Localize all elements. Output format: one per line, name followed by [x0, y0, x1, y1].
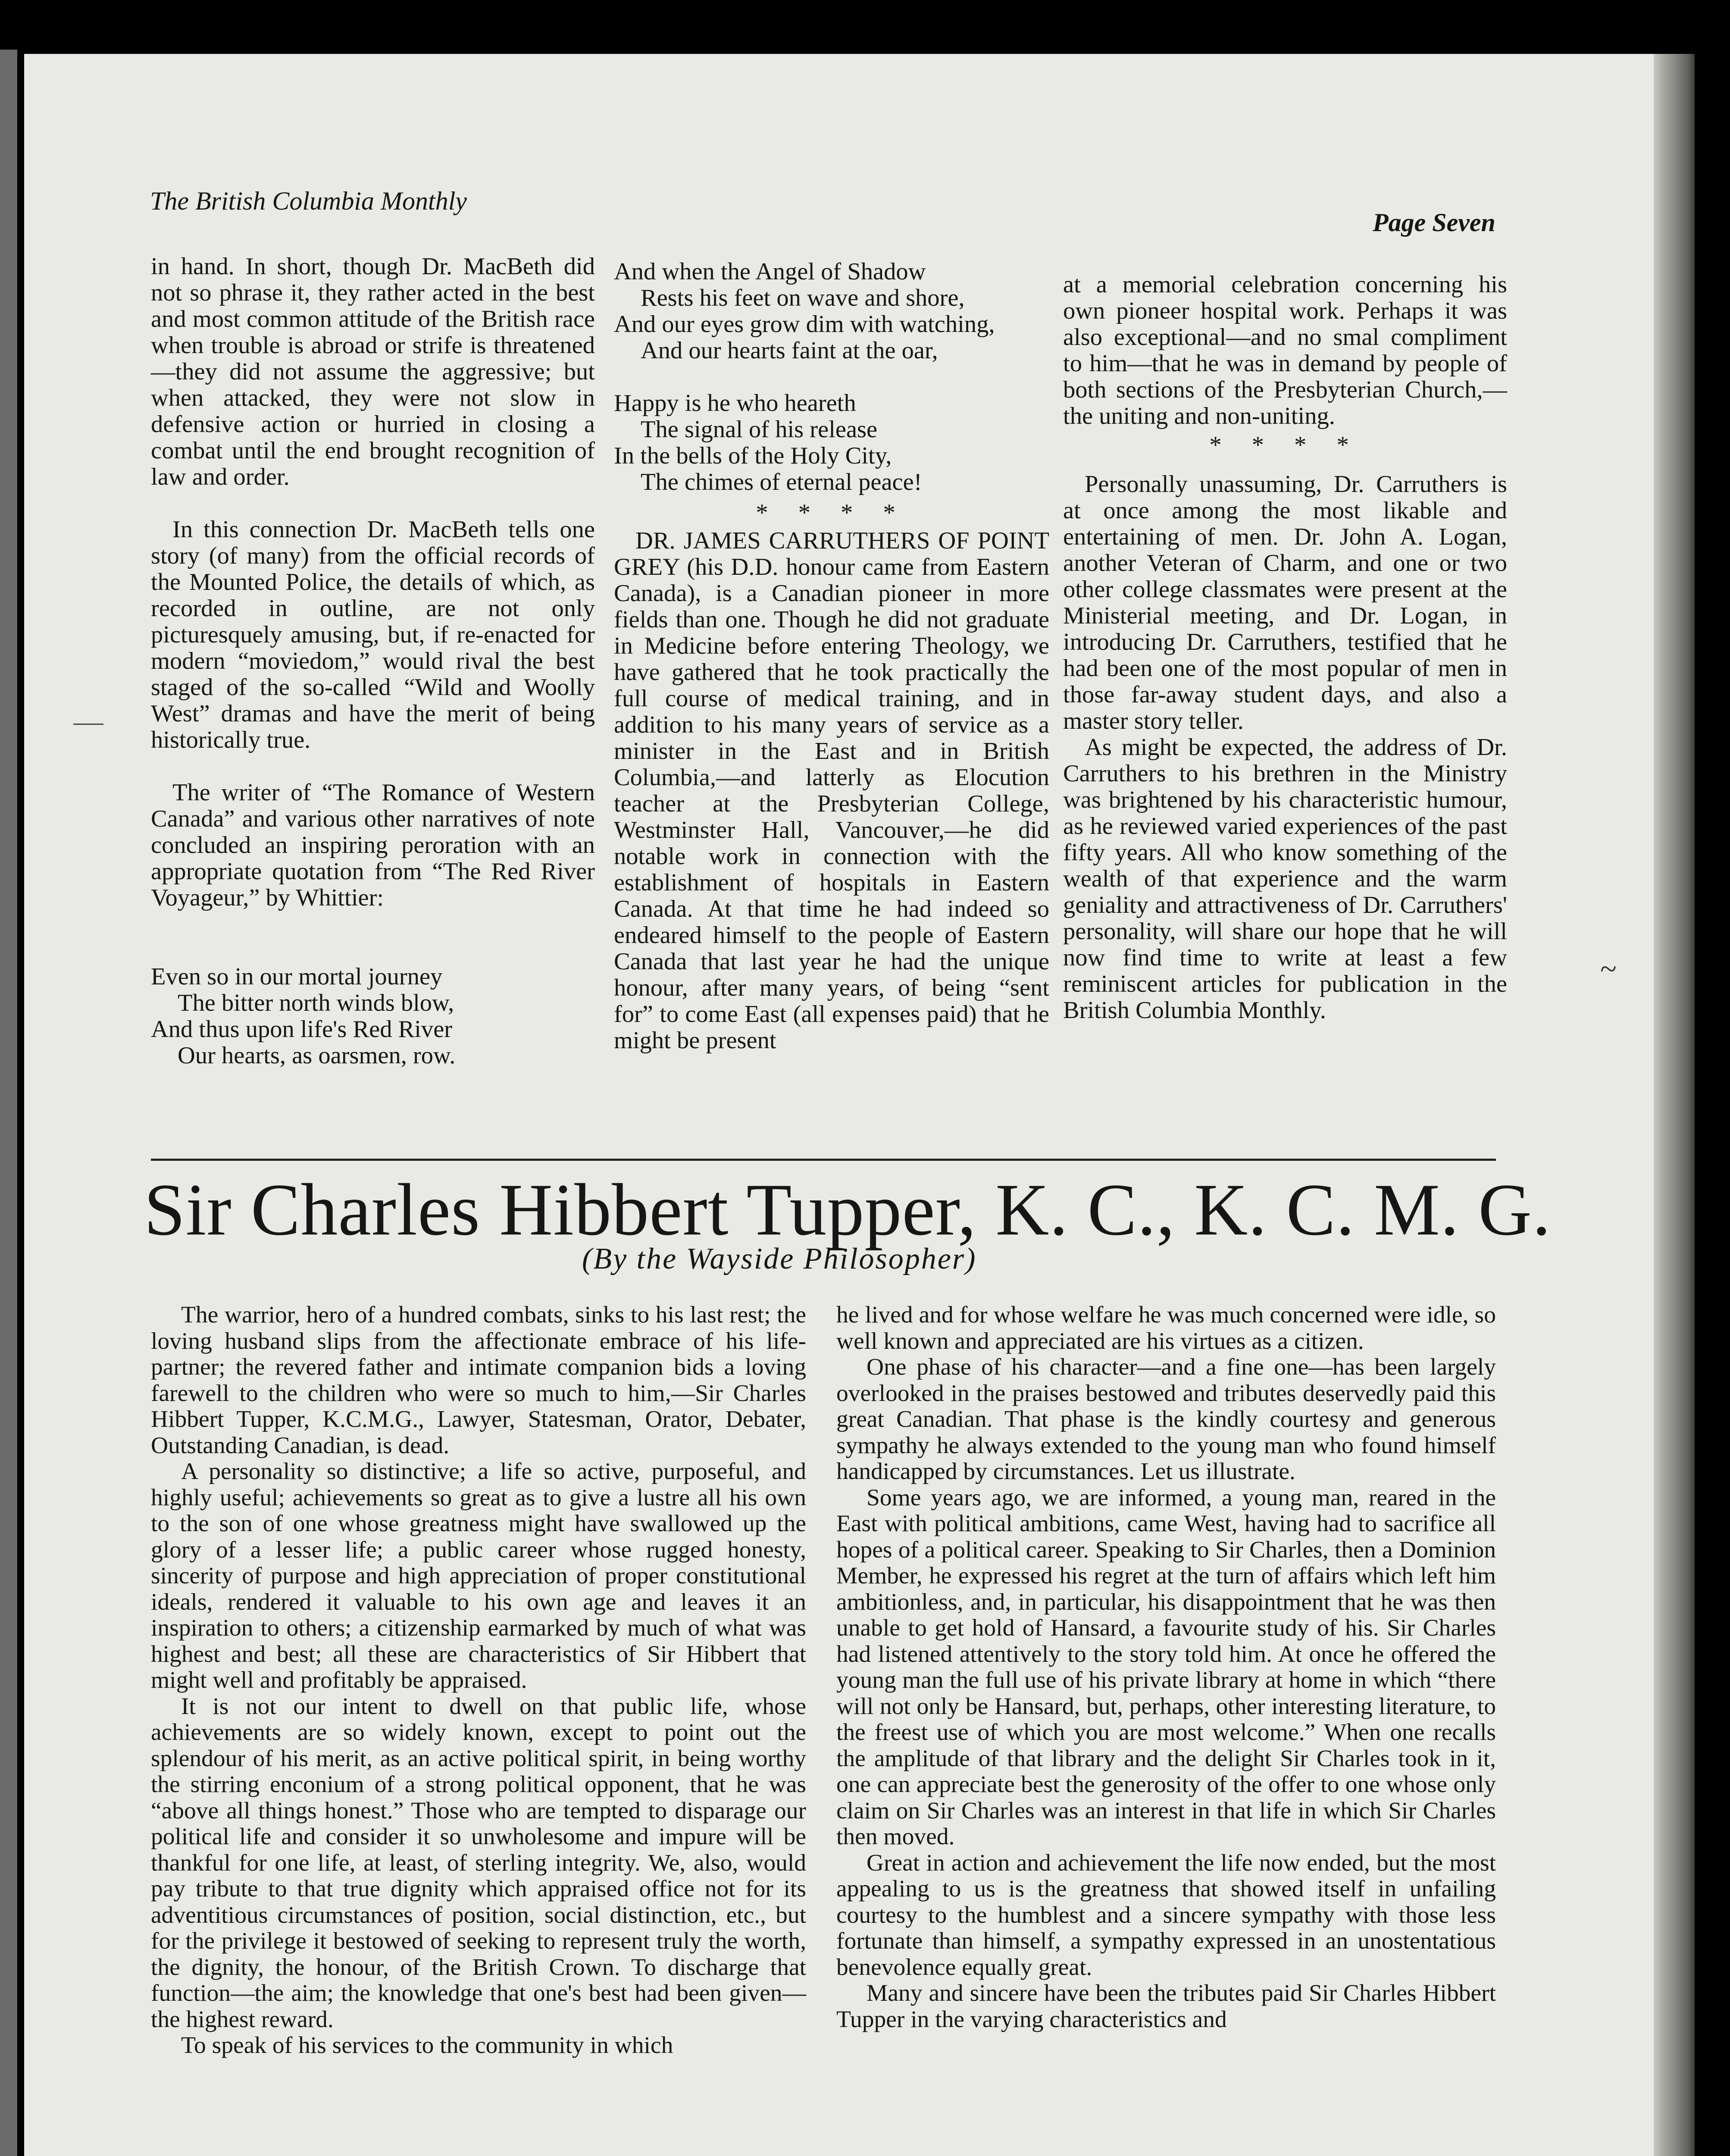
paragraph: As might be expected, the address of Dr. Carruthers to his brethren in the Ministry was brightened by his characteristic humour, as he reviewed varied experiences of the past fifty years. All who know something of the wealth of that experience and the warm geniality and attractiveness of Dr. Carruthers' personality, will share our hope that he will now find time to write at least a few reminiscent articles for publication in the British Columbia Monthly. — [1063, 734, 1507, 1024]
paragraph: Personally unassuming, Dr. Carruthers is at once among the most likable and entertaining of men. Dr. John A. Logan, another Veteran of Charm, and one or two other college classmates were present at the Ministerial meeting, and Dr. Logan, in introducing Dr. Carruthers, testified that he had been one of the most popular of men in those far-away student days, and also a master story teller. — [1063, 471, 1507, 734]
verse-line: And our eyes grow dim with watching, — [614, 311, 995, 338]
verse-line: Rests his feet on wave and shore, — [641, 285, 965, 311]
top-column-2 — [614, 259, 1049, 1054]
article-title: Sir Charles Hibbert Tupper, K. C., K. C. M. G. — [144, 1169, 1552, 1251]
verse-line: Our hearts, as oarsmen, row. — [178, 1042, 456, 1069]
top-column-3 — [1063, 272, 1507, 1024]
paragraph: Many and sincere have been the tributes paid Sir Charles Hibbert Tupper in the varying characteristics and — [836, 1980, 1496, 2033]
verse-line: And when the Angel of Shadow — [614, 258, 926, 285]
verse-line: The signal of his release — [641, 416, 878, 443]
verse-line: Even so in our mortal journey — [151, 963, 443, 990]
page-number: Page Seven — [1373, 208, 1495, 237]
article-byline: (By the Wayside Philosopher) — [582, 1242, 977, 1275]
section-rule — [151, 1159, 1496, 1161]
paragraph: A personality so distinctive; a life so active, purposeful, and highly useful; achievements so great as to give a lustre all his own to the son of one whose greatness might have swallowed up the glory of a lesser life; a public career whose rugged honesty, sincerity of purpose and high appreciation of proper constitutional ideals, rendered it valuable to his own age and leaves it an inspiration to others; a citizenship earmarked by much of what was highest and best; all these are characteristics of Sir Hibbert that might well and profitably be appraised. — [151, 1458, 806, 1693]
paragraph: Some years ago, we are informed, a young man, reared in the East with political ambitions, came West, having had to sacrifice all hopes of a political career. Speaking to Sir Charles, then a Dominion Member, he expressed his regret at the turn of affairs which left him ambitionless, and, in particular, his disappointment that he was then unable to get hold of Hansard, a favourite study of his. Sir Charles had listened attentively to the story told him. At once he offered the young man the full use of his private library at home in which “there will not only be Hansard, but, perhaps, other interesting literature, to the freest use of which you are most welcome.” When one recalls the amplitude of that library and the delight Sir Charles took in it, one can appreciate best the generosity of the offer to one whose only claim on Sir Charles was an interest in that life in which Sir Charles then moved. — [836, 1484, 1496, 1850]
article-column-left — [151, 1302, 806, 2059]
verse-line: And thus upon life's Red River — [151, 1016, 453, 1043]
section-divider-stars: * * * * — [756, 499, 907, 526]
article-column-right — [836, 1302, 1496, 2033]
verse-line: In the bells of the Holy City, — [614, 442, 892, 469]
verse-line: The bitter north winds blow, — [178, 990, 454, 1016]
verse-stanza — [614, 259, 1049, 364]
paragraph: The warrior, hero of a hundred combats, sinks to his last rest; the loving husband slips from the affectionate embrace of his life-partner; the revered father and intimate companion bids a loving farewell to the children who were so much to him,—Sir Charles Hibbert Tupper, K.C.M.G., Lawyer, Statesman, Orator, Debater, Outstanding Canadian, is dead. — [151, 1302, 806, 1459]
running-header-title: The British Columbia Monthly — [150, 187, 467, 215]
paragraph: It is not our intent to dwell on that public life, whose achievements are so widely known, except to point out the splendour of his merit, as an active political spirit, in being worthy the stirring enconium of a strong political opponent, that he was “above all things honest.” Those who are tempted to disparage our political life and consider it so unwholesome and impure will be thankful for one life, at least, of sterling integrity. We, also, would pay tribute to that true dignity which appraised office not for its adventitious circumstances of position, social distinction, etc., but for the privilege it bestowed of seeking to represent truly the worth, the dignity, the honour, of the British Crown. To discharge that function—the aim; the knowledge that one's best had been given—the highest reward. — [151, 1693, 806, 2033]
top-column-1 — [151, 254, 595, 1069]
margin-mark-tilde: ~ — [1600, 953, 1617, 986]
paragraph: he lived and for whose welfare he was much concerned were idle, so well known and appreciated are his virtues as a citizen. — [836, 1302, 1496, 1354]
paragraph: Great in action and achievement the life now ended, but the most appealing to us is the greatness that showed itself in unfailing courtesy to the humblest and a sincere sympathy with those less fortunate than himself, a sympathy expressed in an unostentatious benevolence equally great. — [836, 1849, 1496, 1981]
paragraph: To speak of his services to the community in which — [181, 2032, 673, 2059]
section-divider-stars: * * * * — [1209, 432, 1361, 458]
verse-stanza — [151, 964, 595, 1069]
paragraph: In this connection Dr. MacBeth tells one story (of many) from the official records of the Mounted Police, the details of which, as recorded in outline, are not only picturesquely amusing, but, if re-enacted for modern “moviedom,” would rival the best staged of the so-called “Wild and Woolly West” dramas and have the merit of being historically true. — [151, 516, 595, 753]
verse-line: Happy is he who heareth — [614, 390, 856, 417]
paragraph: One phase of his character—and a fine one—has been largely overlooked in the praises bestowed and tributes deservedly paid this great Canadian. That phase is the kindly courtesy and generous sympathy he always extended to the young man who found himself handicapped by circumstances. Let us illustrate. — [836, 1354, 1496, 1485]
adjacent-page-edge — [0, 50, 17, 2156]
paragraph: The writer of “The Romance of Western Canada” and various other narratives of note concluded an inspiring peroration with an appropriate quotation from “The Red River Voyageur,” by Whittier: — [151, 779, 595, 911]
paragraph: at a memorial celebration concerning his own pioneer hospital work. Perhaps it was also exceptional—and no smal compliment to him—that he was in demand by people of both sections of the Presbyterian Church,—the uniting and non-uniting. — [1063, 271, 1507, 429]
binding-spine — [1654, 54, 1695, 2156]
verse-stanza — [614, 390, 1049, 495]
paragraph: in hand. In short, though Dr. MacBeth did not so phrase it, they rather acted in the best and most common attitude of the British race when trouble is abroad or strife is threatened—they did not assume the aggressive; but when attacked, they were not slow in defensive action or hurried in closing a combat until the end brought recognition of law and order. — [151, 253, 595, 490]
verse-line: The chimes of eternal peace! — [641, 469, 922, 495]
verse-line: And our hearts faint at the oar, — [641, 337, 938, 364]
paragraph: DR. JAMES CARRUTHERS OF POINT GREY (his D.D. honour came from Eastern Canada), is a Canadian pioneer in more fields than one. Though he did not graduate in Medicine before entering Theology, we have gathered that he took practically the full course of medical training, and in addition to his many years of service as a minister in the East and in British Columbia,—and latterly as Elocution teacher at the Presbyterian College, Westminster Hall, Vancouver,—he did notable work in connection with the establishment of hospitals in Eastern Canada. At that time he had indeed so endeared himself to the people of Eastern Canada that last year he had the unique honour, after many years, of being “sent for” to come East (all expenses paid) that he might be present — [614, 527, 1049, 1054]
margin-mark — [73, 724, 103, 725]
